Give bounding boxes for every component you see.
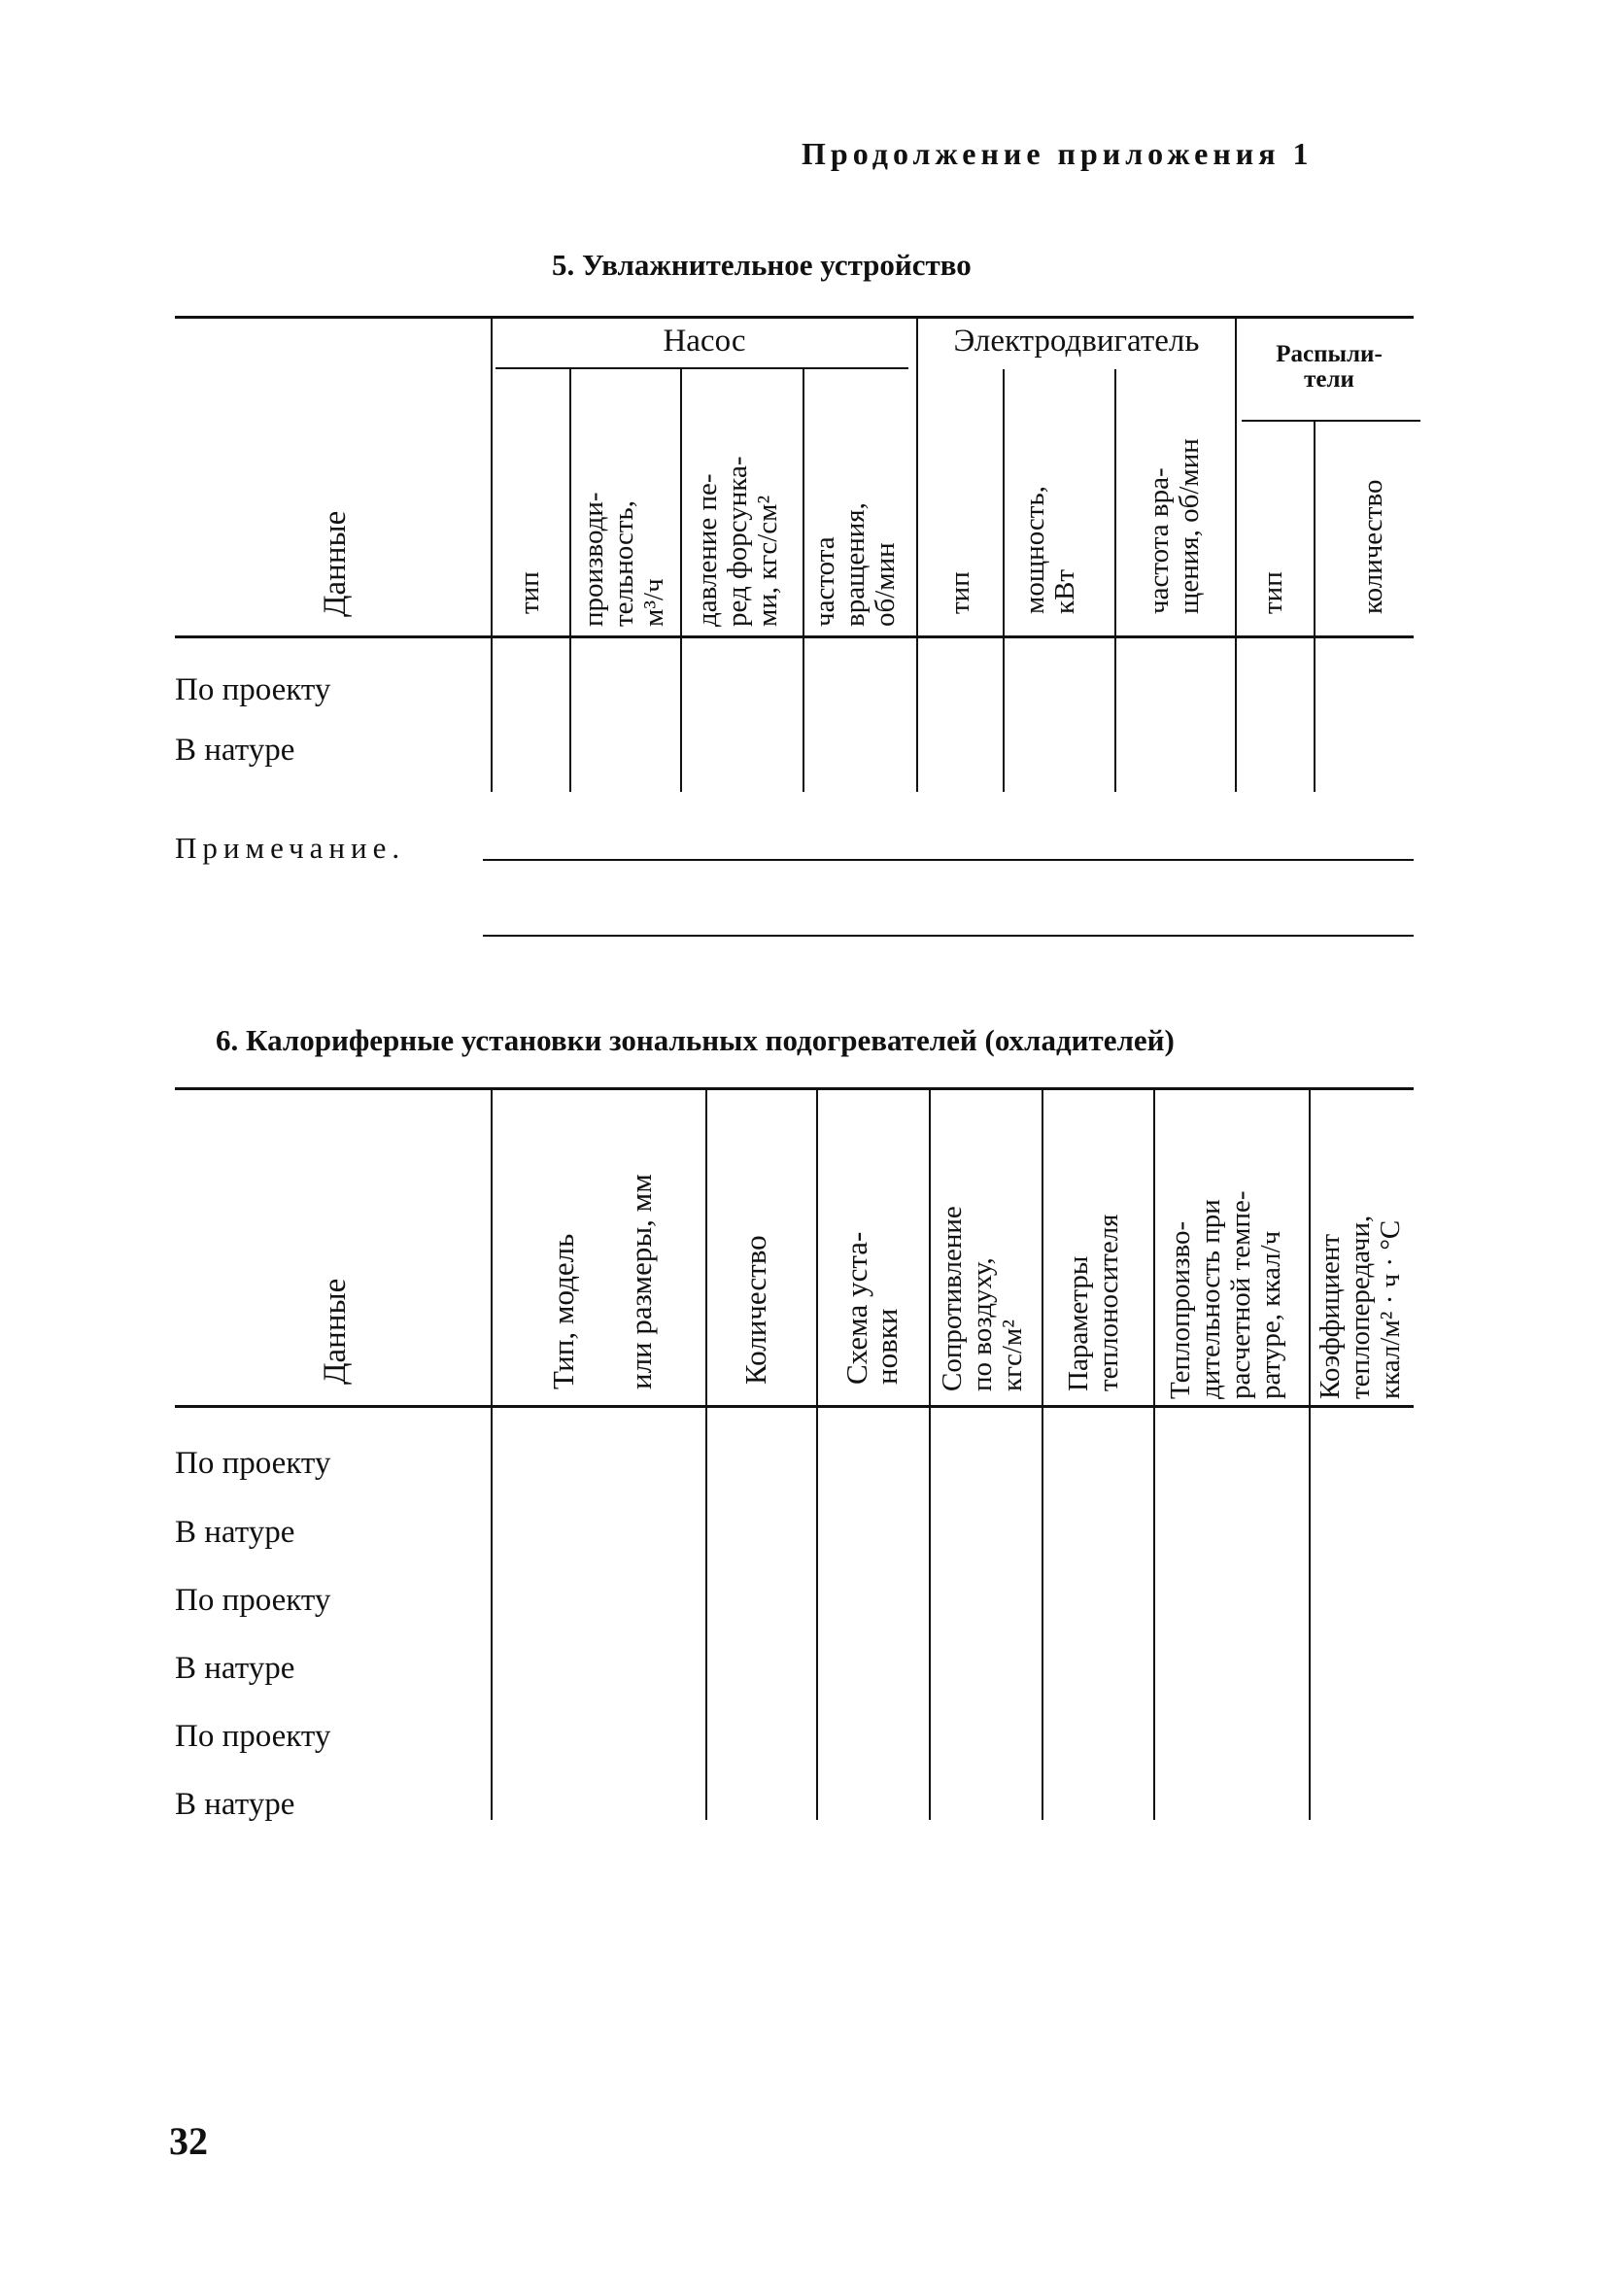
col-motor-speed: частота вра- щения, об/мин bbox=[1144, 438, 1205, 614]
note-line bbox=[483, 859, 1414, 861]
col-motor-type: тип bbox=[944, 571, 975, 614]
col-params: Параметры теплоносителя bbox=[1063, 1214, 1124, 1391]
row-label: В натуре bbox=[175, 733, 295, 768]
row-label: В натуре bbox=[175, 1787, 295, 1822]
col-pump-speed: частота вращения, об/мин bbox=[809, 502, 901, 627]
row-label: По проекту bbox=[175, 1719, 331, 1754]
group-pump: Насос bbox=[663, 324, 746, 359]
group-motor: Электродвигатель bbox=[953, 324, 1200, 359]
page-number: 32 bbox=[169, 2119, 208, 2163]
note-line bbox=[483, 935, 1414, 937]
row-label: По проекту bbox=[175, 672, 331, 707]
col-pump-type: тип bbox=[514, 571, 545, 614]
col-pump-capacity: производи- тельность, м³/ч bbox=[578, 492, 669, 627]
section-6-title: 6. Калориферные установки зональных подогревателей (охладителей) bbox=[216, 1023, 1175, 1057]
stub-header: Данные bbox=[318, 510, 353, 617]
col-resistance: Сопротивление по воздуху, кгс/м² bbox=[937, 1206, 1028, 1391]
col-heat-output: Теплопроизво- дительность при расчетной темпе- ратуре, ккал/ч bbox=[1165, 1190, 1286, 1399]
note-label: Примечание. bbox=[175, 831, 406, 865]
running-head: Продолжение приложения 1 bbox=[802, 136, 1314, 171]
row-label: По проекту bbox=[175, 1583, 331, 1618]
col-sprayer-type: тип bbox=[1257, 571, 1288, 614]
row-label: По проекту bbox=[175, 1446, 331, 1481]
col-motor-power: мощность, кВт bbox=[1019, 486, 1080, 614]
row-label: В натуре bbox=[175, 1515, 295, 1550]
group-sprayers: Распыли- тели bbox=[1276, 341, 1383, 393]
col-pump-pressure: давление пе- ред форсунка- ми, кгс/см² bbox=[692, 456, 783, 627]
col-type-model: Тип, модель или размеры, мм bbox=[546, 1174, 658, 1389]
row-label: В натуре bbox=[175, 1651, 295, 1686]
col-scheme: Схема уста- новки bbox=[839, 1231, 904, 1385]
col-count: Количество bbox=[738, 1235, 772, 1385]
col-sprayer-count: количество bbox=[1357, 479, 1388, 614]
col-heat-transfer-coef: Коэффициент теплопередачи, ккал/м² · ч · °С bbox=[1315, 1215, 1406, 1399]
stub-header: Данные bbox=[318, 1278, 353, 1385]
section-5-title: 5. Увлажнительное устройство bbox=[552, 248, 972, 282]
